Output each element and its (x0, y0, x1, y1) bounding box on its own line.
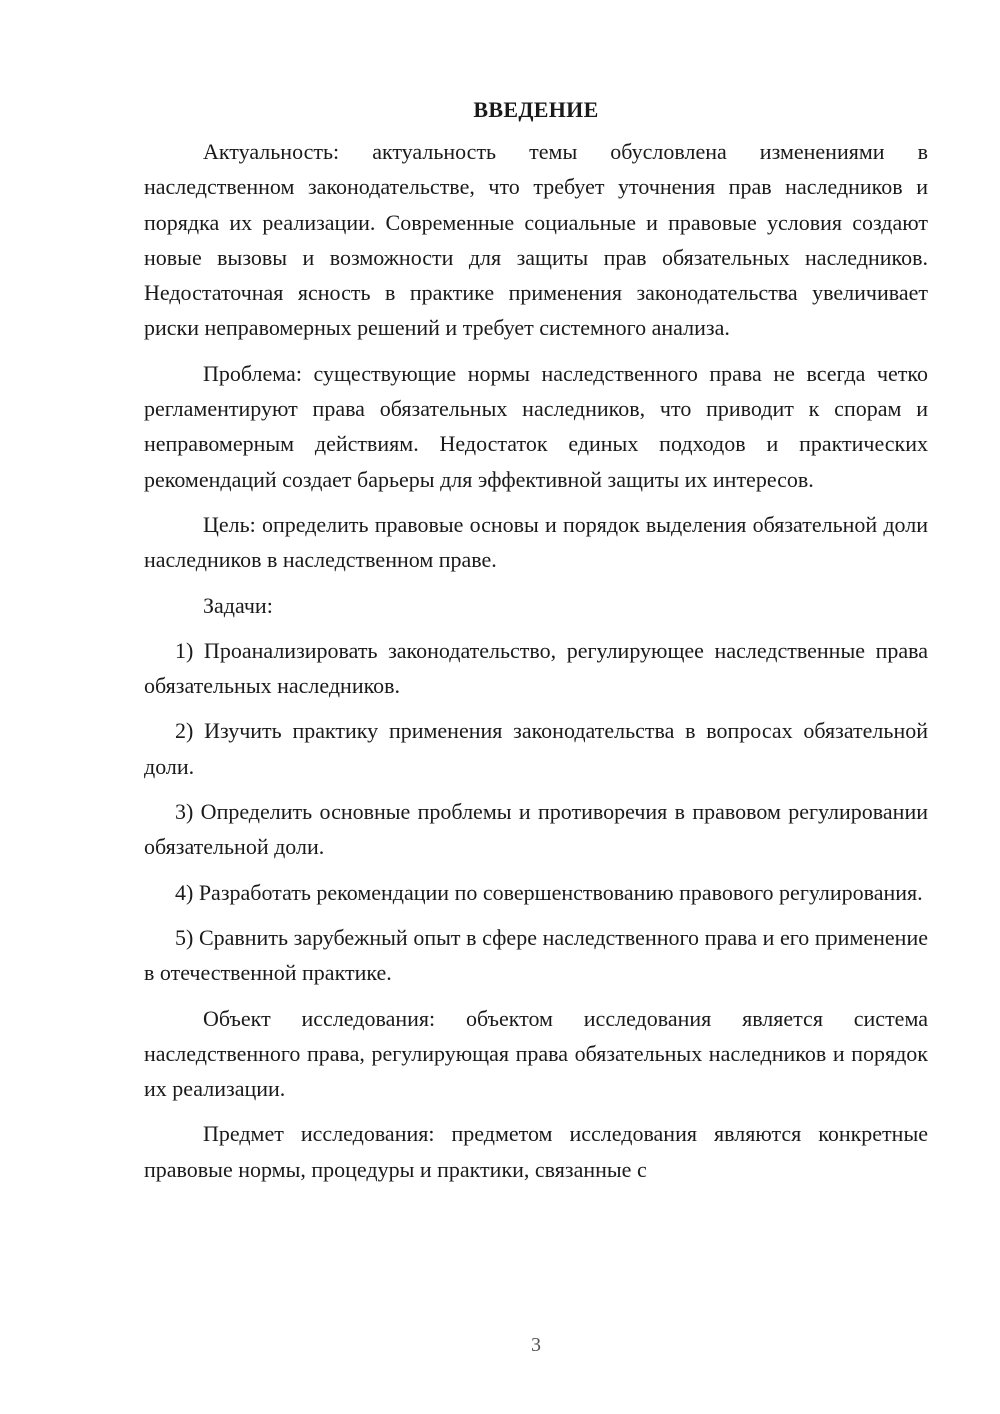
task-item-4: 4) Разработать рекомендации по совершенствованию правового регулирования. (175, 879, 923, 905)
paragraph-object: Объект исследования: объектом исследования является система наследственного права, регулирующая права обязательных наследников и порядок их реализации. (144, 1005, 928, 1102)
paragraph-goal: Цель: определить правовые основы и порядок выделения обязательной доли наследников в наследственном праве. (144, 511, 928, 573)
task-item-1: 1) Проанализировать законодательство, регулирующее наследственные права обязательных наследников. (144, 637, 928, 699)
paragraph-problem: Проблема: существующие нормы наследственного права не всегда четко регламентируют права обязательных наследников, что приводит к спорам и неправомерным действиям. Недостаток единых подходов и практических рекомендаций создает барьеры для эффективной защиты их интересов. (144, 360, 928, 492)
paragraph-relevance: Актуальность: актуальность темы обусловлена изменениями в наследственном законодательстве, что требует уточнения прав наследников и порядка их реализации. Современные социальные и правовые условия создают новые вызовы и возможности для защиты прав обязательных наследников. Недостаточная ясность в практике применения законодательства увеличивает риски неправомерных решений и требует системного анализа. (144, 139, 928, 341)
page-number: 3 (531, 1334, 541, 1356)
task-item-3: 3) Определить основные проблемы и противоречия в правовом регулировании обязательной доли. (144, 799, 928, 860)
tasks-heading: Задачи: (203, 592, 273, 618)
document-page (144, 92, 928, 1197)
task-item-2: 2) Изучить практику применения законодательства в вопросах обязательной доли. (144, 718, 928, 779)
task-item-5: 5) Сравнить зарубежный опыт в сфере наследственного права и его применение в отечественной практике. (144, 924, 928, 986)
page-title: ВВЕДЕНИЕ (473, 97, 599, 122)
paragraph-subject: Предмет исследования: предметом исследования являются конкретные правовые нормы, процедуры и практики, связанные с (144, 1121, 928, 1182)
